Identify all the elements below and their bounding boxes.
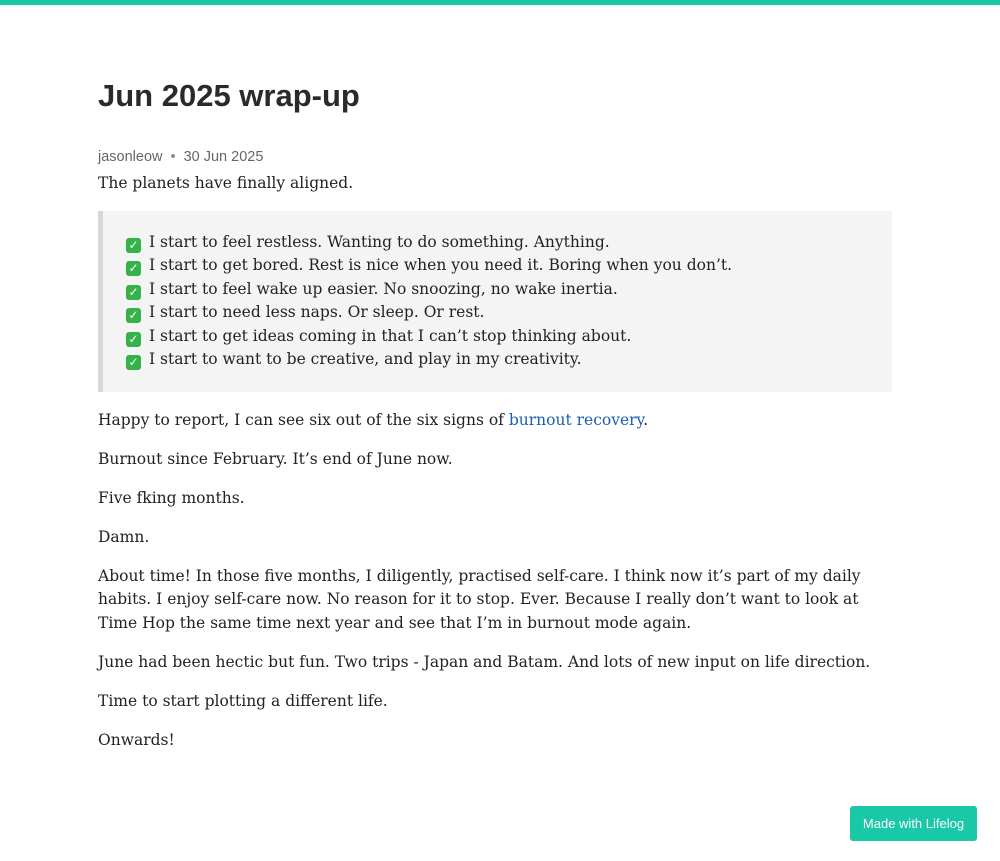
post-meta: [98, 147, 263, 167]
checklist-item-text: I start to want to be creative, and play in my creativity.: [149, 350, 582, 368]
check-mark-button-icon: ✓: [126, 285, 141, 300]
body-paragraph: Onwards!: [98, 730, 175, 749]
check-mark-button-icon: ✓: [126, 238, 141, 253]
report-paragraph: [98, 409, 892, 433]
checklist-item: [126, 278, 868, 302]
intro-paragraph: The planets have finally aligned.: [98, 174, 354, 192]
report-text-before: Happy to report, I can see six out of the six signs of: [98, 410, 509, 429]
check-mark-button-icon: ✓: [126, 261, 141, 276]
body-paragraph: Five fking months.: [98, 488, 245, 507]
body-paragraph: June had been hectic but fun. Two trips - Japan and Batam. And lots of new input on life direction.: [98, 652, 871, 671]
checklist-item: [126, 325, 868, 349]
check-mark-button-icon: ✓: [126, 355, 141, 370]
checklist-item-text: I start to need less naps. Or sleep. Or rest.: [149, 303, 485, 321]
checklist-item-text: I start to feel restless. Wanting to do something. Anything.: [149, 232, 610, 251]
checklist-item-text: I start to feel wake up easier. No snoozing, no wake inertia.: [149, 279, 618, 298]
signs-blockquote: [98, 211, 892, 392]
meta-separator: •: [170, 149, 176, 165]
post-date: 30 Jun 2025: [183, 149, 264, 165]
post-body: [98, 172, 892, 768]
body-paragraph: Time to start plotting a different life.: [98, 691, 388, 710]
check-mark-button-icon: ✓: [126, 308, 141, 323]
body-paragraph: About time! In those five months, I diligently, practised self-care. I think now it’s part of my daily habits. I enjoy self-care now. No reason for it to stop. Ever. Because I really don’t want to look at Time Hop the same time next year and see that I’m in burnout mode again.: [98, 566, 861, 632]
body-paragraph: Damn.: [98, 527, 150, 546]
checklist-item: [126, 231, 868, 255]
checklist-item: [126, 254, 868, 278]
post-title: Jun 2025 wrap-up: [98, 78, 360, 113]
checklist-item: [126, 348, 868, 372]
burnout-recovery-link[interactable]: burnout recovery: [508, 410, 644, 429]
made-with-lifelog-button[interactable]: Made with Lifelog: [850, 806, 977, 841]
top-accent-bar: [0, 0, 1000, 5]
checklist-item-text: I start to get ideas coming in that I can’t stop thinking about.: [149, 326, 632, 345]
author-name[interactable]: jasonleow: [98, 149, 163, 165]
check-mark-button-icon: ✓: [126, 332, 141, 347]
checklist-item-text: I start to get bored. Rest is nice when you need it. Boring when you don’t.: [149, 256, 733, 274]
checklist-item: [126, 301, 868, 325]
report-text-after: .: [643, 410, 649, 429]
body-paragraph: Burnout since February. It’s end of June now.: [98, 449, 453, 468]
